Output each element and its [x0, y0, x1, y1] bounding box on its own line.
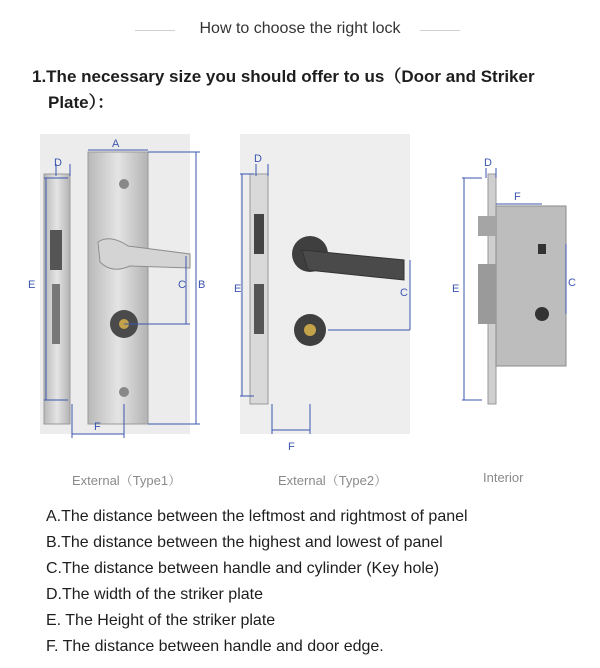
- mortise-body: [496, 206, 566, 366]
- latch-hole: [254, 214, 264, 254]
- bolt-hole: [52, 284, 60, 344]
- definition-a: A.The distance between the leftmost and rightmost of panel: [46, 508, 468, 525]
- label-e: E: [452, 283, 460, 295]
- definition-d: D.The width of the striker plate: [46, 586, 263, 603]
- latch-bolt: [478, 216, 496, 236]
- label-d: D: [254, 153, 262, 165]
- cylinder-hole: [535, 307, 549, 321]
- label-d: D: [54, 157, 62, 169]
- deadbolt: [478, 264, 496, 324]
- label-e: E: [234, 283, 242, 295]
- definition-list: [46, 504, 576, 660]
- spindle-hole: [538, 244, 546, 254]
- label-f: F: [514, 191, 521, 203]
- label-c: C: [568, 277, 576, 289]
- external-type1-illustration: [28, 134, 210, 434]
- section-title-line1: 1.The necessary size you should offer to us（Door and Striker: [32, 67, 535, 86]
- label-b: B: [198, 279, 206, 291]
- header: [0, 18, 600, 44]
- section-title-line2: Plate）：: [48, 93, 115, 112]
- label-d: D: [484, 157, 492, 169]
- key-hole: [304, 324, 316, 336]
- section-title: [32, 64, 572, 116]
- screw-bottom: [119, 387, 129, 397]
- interior-illustration: [452, 134, 584, 434]
- label-a: A: [112, 138, 120, 150]
- figure-interior: [452, 134, 584, 434]
- definition-b: B.The distance between the highest and lowest of panel: [46, 534, 443, 551]
- latch-hole: [50, 230, 62, 270]
- figure-external-type2: [232, 134, 410, 453]
- label-c: C: [178, 279, 186, 291]
- external-type2-illustration: [232, 134, 410, 453]
- label-c: C: [400, 287, 408, 299]
- definition-e: E. The Height of the striker plate: [46, 612, 276, 629]
- caption-external-type2: External（Type2）: [278, 473, 388, 488]
- label-e: E: [28, 279, 36, 291]
- caption-external-type1: External（Type1）: [72, 473, 182, 488]
- screw-top: [119, 179, 129, 189]
- definition-c: C.The distance between handle and cylinder (Key hole): [46, 560, 440, 577]
- bolt-hole: [254, 284, 264, 334]
- caption-interior: Interior: [483, 470, 524, 485]
- figure-external-type1: [28, 134, 210, 434]
- header-rule-right: [420, 30, 460, 31]
- label-f: F: [94, 421, 101, 433]
- escutcheon-panel: [88, 152, 148, 424]
- page-title: How to choose the right lock: [199, 20, 401, 37]
- definition-f: F. The distance between handle and door edge.: [46, 638, 384, 655]
- label-f: F: [288, 441, 295, 453]
